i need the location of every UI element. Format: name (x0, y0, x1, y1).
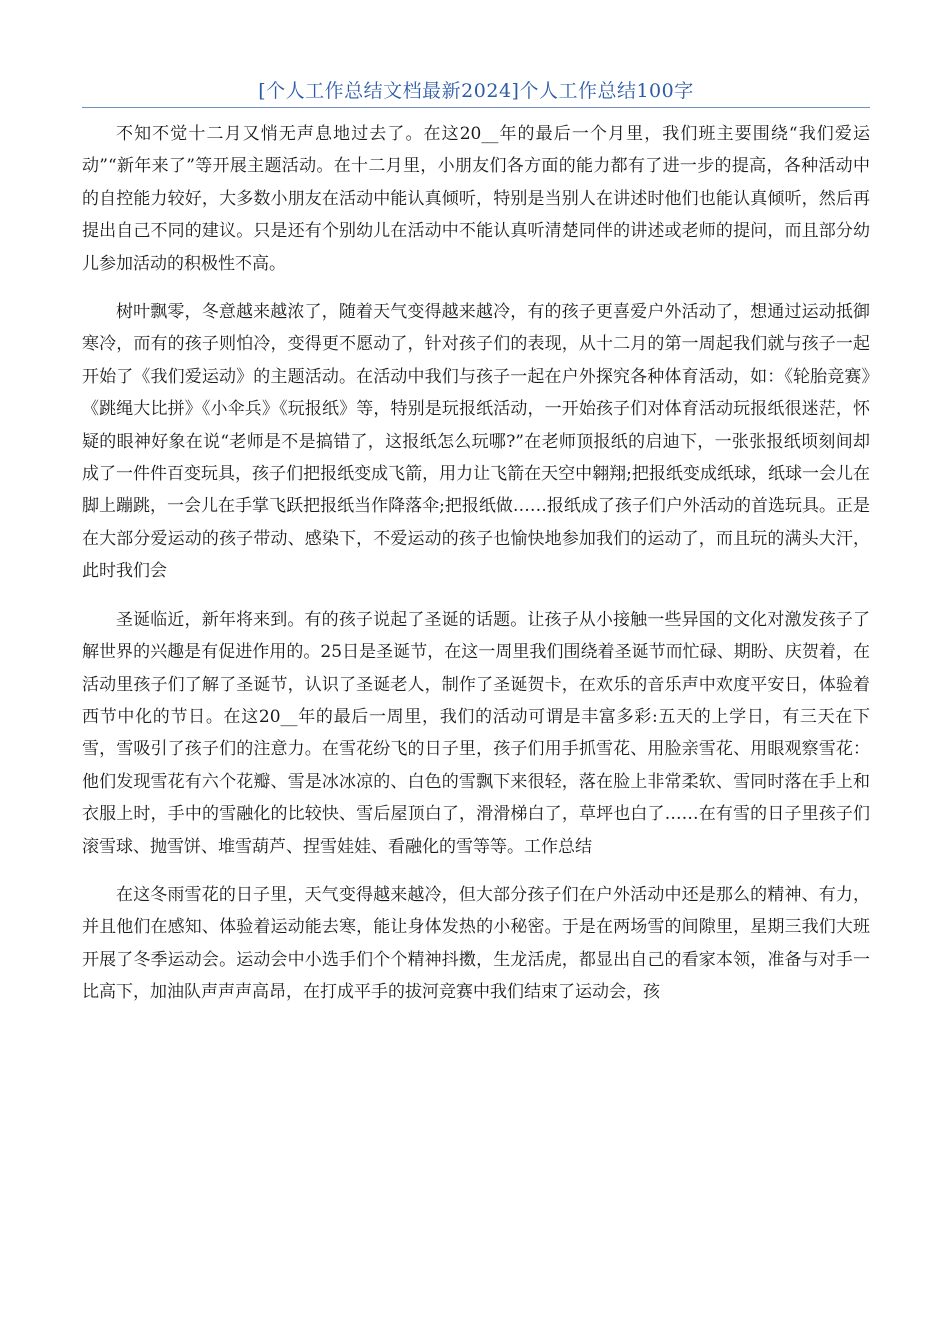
document-body (82, 118, 870, 1009)
paragraph-3: 圣诞临近，新年将来到。有的孩子说起了圣诞的话题。让孩子从小接触一些异国的文化对激发孩子了解世界的兴趣是有促进作用的。25日是圣诞节，在这一周里我们围绕着圣诞节而忙碌、期盼、庆贺着，在活动里孩子们了解了圣诞节，认识了圣诞老人，制作了圣诞贺卡，在欢乐的音乐声中欢度平安日，体验着西节中化的节日。在这20__年的最后一周里，我们的活动可谓是丰富多彩:五天的上学日，有三天在下雪，雪吸引了孩子们的注意力。在雪花纷飞的日子里，孩子们用手抓雪花、用脸亲雪花、用眼观察雪花：他们发现雪花有六个花瓣、雪是冰冰凉的、白色的雪飘下来很轻，落在脸上非常柔软、雪同时落在手上和衣服上时，手中的雪融化的比较快、雪后屋顶白了，滑滑梯白了，草坪也白了……在有雪的日子里孩子们滚雪球、抛雪饼、堆雪葫芦、捏雪娃娃、看融化的雪等等。工作总结 (82, 609, 870, 857)
paragraph-2: 树叶飘零，冬意越来越浓了，随着天气变得越来越冷，有的孩子更喜爱户外活动了，想通过运动抵御寒冷，而有的孩子则怕冷，变得更不愿动了，针对孩子们的表现，从十二月的第一周起我们就与孩子一起开始了《我们爱运动》的主题活动。在活动中我们与孩子一起在户外探究各种体育活动，如：《轮胎竞赛》《跳绳大比拼》《小伞兵》《玩报纸》等，特别是玩报纸活动，一开始孩子们对体育活动玩报纸很迷茫，怀疑的眼神好象在说“老师是不是搞错了，这报纸怎么玩哪?”在老师顶报纸的启迪下，一张张报纸顷刻间却成了一件件百变玩具，孩子们把报纸变成飞箭，用力让飞箭在天空中翱翔;把报纸变成纸球，纸球一会儿在脚上蹦跳，一会儿在手掌飞跃把报纸当作降落伞;把报纸做……报纸成了孩子们户外活动的首选玩具。正是在大部分爱运动的孩子带动、感染下，不爱运动的孩子也愉快地参加我们的运动了，而且玩的满头大汗，此时我们会 (82, 302, 870, 582)
paragraph-1: 不知不觉十二月又悄无声息地过去了。在这20__年的最后一个月里，我们班主要围绕“我们爱运动”“新年来了”等开展主题活动。在十二月里，小朋友们各方面的能力都有了进一步的提高，各种活动中的自控能力较好，大多数小朋友在活动中能认真倾听，特别是当别人在讲述时他们也能认真倾听，然后再提出自己不同的建议。只是还有个别幼儿在活动中不能认真听清楚同伴的讲述或老师的提问，而且部分幼儿参加活动的积极性不高。 (82, 124, 870, 274)
document-page (82, 78, 870, 1025)
paragraph-4: 在这冬雨雪花的日子里，天气变得越来越冷，但大部分孩子们在户外活动中还是那么的精神、有力，并且他们在感知、体验着运动能去寒，能让身体发热的小秘密。于是在两场雪的间隙里，星期三我们大班开展了冬季运动会。运动会中小选手们个个精神抖擞，生龙活虎，都显出自己的看家本领，准备与对手一比高下，加油队声声声高昂，在打成平手的拔河竞赛中我们结束了运动会，孩 (82, 884, 870, 1003)
document-title: [个人工作总结文档最新2024]个人工作总结100字 (82, 78, 870, 108)
